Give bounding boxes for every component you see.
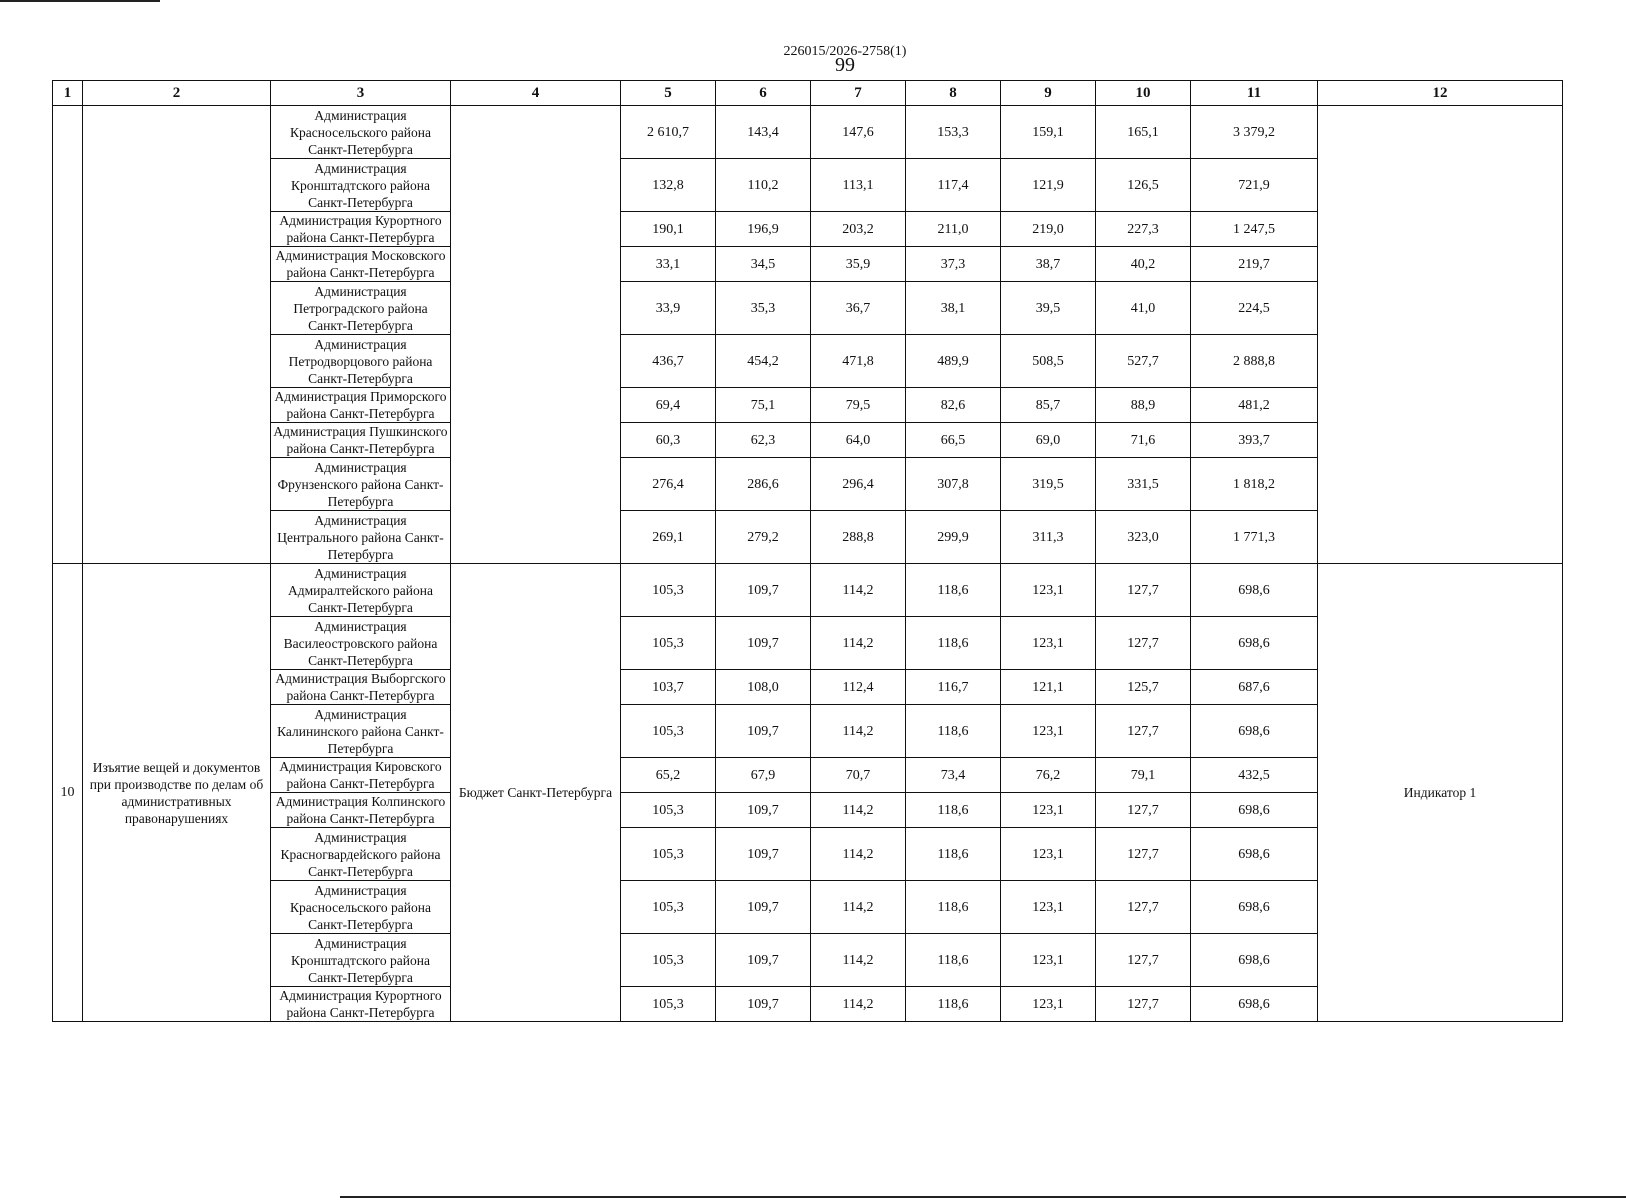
value-cell: 331,5 — [1096, 458, 1191, 511]
value-cell: 35,9 — [811, 247, 906, 282]
value-cell: 118,6 — [906, 793, 1001, 828]
value-cell: 296,4 — [811, 458, 906, 511]
executor-cell: Администрация Василеостровского района Санкт-Петербурга — [271, 617, 451, 670]
executor-cell: Администрация Центрального района Санкт-Петербурга — [271, 511, 451, 564]
value-cell: 454,2 — [716, 335, 811, 388]
value-cell: 286,6 — [716, 458, 811, 511]
value-cell: 105,3 — [621, 934, 716, 987]
value-cell: 143,4 — [716, 106, 811, 159]
value-cell: 153,3 — [906, 106, 1001, 159]
value-cell: 114,2 — [811, 564, 906, 617]
value-cell: 196,9 — [716, 212, 811, 247]
value-cell: 70,7 — [811, 758, 906, 793]
value-cell: 127,7 — [1096, 881, 1191, 934]
value-cell: 1 771,3 — [1191, 511, 1318, 564]
value-cell: 190,1 — [621, 212, 716, 247]
value-cell: 687,6 — [1191, 670, 1318, 705]
value-cell: 110,2 — [716, 159, 811, 212]
value-cell: 698,6 — [1191, 881, 1318, 934]
value-cell: 71,6 — [1096, 423, 1191, 458]
value-cell: 123,1 — [1001, 617, 1096, 670]
value-cell: 69,4 — [621, 388, 716, 423]
executor-cell: Администрация Приморского района Санкт-Петербурга — [271, 388, 451, 423]
value-cell: 436,7 — [621, 335, 716, 388]
value-cell: 33,9 — [621, 282, 716, 335]
value-cell: 279,2 — [716, 511, 811, 564]
value-cell: 159,1 — [1001, 106, 1096, 159]
value-cell: 75,1 — [716, 388, 811, 423]
value-cell: 123,1 — [1001, 705, 1096, 758]
value-cell: 121,1 — [1001, 670, 1096, 705]
value-cell: 3 379,2 — [1191, 106, 1318, 159]
executor-cell: Администрация Калининского района Санкт-Петербурга — [271, 705, 451, 758]
value-cell: 211,0 — [906, 212, 1001, 247]
value-cell: 127,7 — [1096, 934, 1191, 987]
indicator-cell: Индикатор 1 — [1318, 564, 1563, 1022]
column-header: 5 — [621, 81, 716, 106]
column-header: 12 — [1318, 81, 1563, 106]
value-cell: 36,7 — [811, 282, 906, 335]
value-cell: 113,1 — [811, 159, 906, 212]
value-cell: 105,3 — [621, 793, 716, 828]
value-cell: 109,7 — [716, 881, 811, 934]
value-cell: 85,7 — [1001, 388, 1096, 423]
value-cell: 311,3 — [1001, 511, 1096, 564]
value-cell: 109,7 — [716, 793, 811, 828]
value-cell: 67,9 — [716, 758, 811, 793]
value-cell: 127,7 — [1096, 617, 1191, 670]
value-cell: 118,6 — [906, 987, 1001, 1022]
column-header: 10 — [1096, 81, 1191, 106]
value-cell: 1 818,2 — [1191, 458, 1318, 511]
value-cell: 123,1 — [1001, 934, 1096, 987]
executor-cell: Администрация Пушкинского района Санкт-Петербурга — [271, 423, 451, 458]
value-cell: 39,5 — [1001, 282, 1096, 335]
executor-cell: Администрация Курортного района Санкт-Петербурга — [271, 987, 451, 1022]
value-cell: 105,3 — [621, 564, 716, 617]
budget-table — [52, 80, 1563, 1022]
value-cell: 112,4 — [811, 670, 906, 705]
value-cell: 82,6 — [906, 388, 1001, 423]
value-cell: 109,7 — [716, 828, 811, 881]
executor-cell: Администрация Красногвардейского района Санкт-Петербурга — [271, 828, 451, 881]
value-cell: 269,1 — [621, 511, 716, 564]
value-cell: 219,0 — [1001, 212, 1096, 247]
column-header: 11 — [1191, 81, 1318, 106]
value-cell: 105,3 — [621, 705, 716, 758]
value-cell: 1 247,5 — [1191, 212, 1318, 247]
value-cell: 79,5 — [811, 388, 906, 423]
value-cell: 471,8 — [811, 335, 906, 388]
value-cell: 721,9 — [1191, 159, 1318, 212]
column-number-row — [53, 81, 1563, 106]
value-cell: 114,2 — [811, 705, 906, 758]
value-cell: 64,0 — [811, 423, 906, 458]
value-cell: 73,4 — [906, 758, 1001, 793]
executor-cell: Администрация Кронштадтского района Санкт-Петербурга — [271, 934, 451, 987]
value-cell: 224,5 — [1191, 282, 1318, 335]
value-cell: 299,9 — [906, 511, 1001, 564]
value-cell: 118,6 — [906, 881, 1001, 934]
value-cell: 62,3 — [716, 423, 811, 458]
value-cell: 34,5 — [716, 247, 811, 282]
value-cell: 105,3 — [621, 617, 716, 670]
value-cell: 76,2 — [1001, 758, 1096, 793]
executor-cell: Администрация Кронштадтского района Санкт-Петербурга — [271, 159, 451, 212]
value-cell: 35,3 — [716, 282, 811, 335]
value-cell: 127,7 — [1096, 564, 1191, 617]
page-number: 99 — [835, 54, 855, 76]
executor-cell: Администрация Красносельского района Санкт-Петербурга — [271, 881, 451, 934]
value-cell: 123,1 — [1001, 881, 1096, 934]
executor-cell: Администрация Фрунзенского района Санкт-Петербурга — [271, 458, 451, 511]
value-cell: 698,6 — [1191, 934, 1318, 987]
value-cell: 114,2 — [811, 617, 906, 670]
value-cell: 108,0 — [716, 670, 811, 705]
value-cell: 127,7 — [1096, 987, 1191, 1022]
value-cell: 123,1 — [1001, 987, 1096, 1022]
value-cell: 698,6 — [1191, 828, 1318, 881]
value-cell: 105,3 — [621, 828, 716, 881]
value-cell: 38,1 — [906, 282, 1001, 335]
value-cell: 118,6 — [906, 564, 1001, 617]
value-cell: 323,0 — [1096, 511, 1191, 564]
value-cell: 698,6 — [1191, 793, 1318, 828]
executor-cell: Администрация Курортного района Санкт-Петербурга — [271, 212, 451, 247]
value-cell: 432,5 — [1191, 758, 1318, 793]
table-row — [53, 106, 1563, 159]
column-header: 1 — [53, 81, 83, 106]
value-cell: 698,6 — [1191, 987, 1318, 1022]
value-cell: 527,7 — [1096, 335, 1191, 388]
value-cell: 127,7 — [1096, 828, 1191, 881]
value-cell: 2 610,7 — [621, 106, 716, 159]
value-cell: 109,7 — [716, 987, 811, 1022]
value-cell: 276,4 — [621, 458, 716, 511]
value-cell: 117,4 — [906, 159, 1001, 212]
value-cell: 698,6 — [1191, 617, 1318, 670]
value-cell: 114,2 — [811, 881, 906, 934]
value-cell: 319,5 — [1001, 458, 1096, 511]
empty-source-cell — [451, 106, 621, 564]
empty-indicator-cell — [1318, 106, 1563, 564]
document-number: 226015/2026-2758(1) — [783, 44, 907, 59]
empty-num-cell — [53, 106, 83, 564]
empty-name-cell — [83, 106, 271, 564]
executor-cell: Администрация Колпинского района Санкт-Петербурга — [271, 793, 451, 828]
value-cell: 393,7 — [1191, 423, 1318, 458]
value-cell: 2 888,8 — [1191, 335, 1318, 388]
column-header: 3 — [271, 81, 451, 106]
value-cell: 125,7 — [1096, 670, 1191, 705]
value-cell: 109,7 — [716, 617, 811, 670]
value-cell: 79,1 — [1096, 758, 1191, 793]
section-continued — [53, 106, 1563, 564]
value-cell: 203,2 — [811, 212, 906, 247]
value-cell: 698,6 — [1191, 564, 1318, 617]
executor-cell: Администрация Кировского района Санкт-Петербурга — [271, 758, 451, 793]
executor-cell: Администрация Адмиралтейского района Санкт-Петербурга — [271, 564, 451, 617]
value-cell: 227,3 — [1096, 212, 1191, 247]
column-header: 8 — [906, 81, 1001, 106]
value-cell: 114,2 — [811, 987, 906, 1022]
column-header: 9 — [1001, 81, 1096, 106]
value-cell: 132,8 — [621, 159, 716, 212]
executor-cell: Администрация Красносельского района Санкт-Петербурга — [271, 106, 451, 159]
executor-cell: Администрация Петроградского района Санкт-Петербурга — [271, 282, 451, 335]
value-cell: 66,5 — [906, 423, 1001, 458]
item-number: 10 — [53, 564, 83, 1022]
value-cell: 60,3 — [621, 423, 716, 458]
value-cell: 114,2 — [811, 828, 906, 881]
value-cell: 481,2 — [1191, 388, 1318, 423]
scan-edge-line — [0, 0, 160, 2]
value-cell: 105,3 — [621, 881, 716, 934]
value-cell: 118,6 — [906, 617, 1001, 670]
value-cell: 489,9 — [906, 335, 1001, 388]
value-cell: 147,6 — [811, 106, 906, 159]
value-cell: 103,7 — [621, 670, 716, 705]
value-cell: 114,2 — [811, 793, 906, 828]
value-cell: 118,6 — [906, 705, 1001, 758]
item-name: Изъятие вещей и документов при производстве по делам об административных правонарушениях — [83, 564, 271, 1022]
value-cell: 109,7 — [716, 564, 811, 617]
executor-cell: Администрация Выборгского района Санкт-Петербурга — [271, 670, 451, 705]
value-cell: 40,2 — [1096, 247, 1191, 282]
value-cell: 118,6 — [906, 828, 1001, 881]
executor-cell: Администрация Московского района Санкт-Петербурга — [271, 247, 451, 282]
executor-cell: Администрация Петродворцового района Санкт-Петербурга — [271, 335, 451, 388]
value-cell: 116,7 — [906, 670, 1001, 705]
value-cell: 105,3 — [621, 987, 716, 1022]
column-header: 4 — [451, 81, 621, 106]
value-cell: 109,7 — [716, 705, 811, 758]
value-cell: 109,7 — [716, 934, 811, 987]
value-cell: 69,0 — [1001, 423, 1096, 458]
section-item-10 — [53, 564, 1563, 1022]
table-row — [53, 564, 1563, 617]
value-cell: 123,1 — [1001, 564, 1096, 617]
funding-source: Бюджет Санкт-Петербурга — [451, 564, 621, 1022]
value-cell: 41,0 — [1096, 282, 1191, 335]
column-header: 2 — [83, 81, 271, 106]
value-cell: 127,7 — [1096, 793, 1191, 828]
value-cell: 33,1 — [621, 247, 716, 282]
value-cell: 37,3 — [906, 247, 1001, 282]
value-cell: 126,5 — [1096, 159, 1191, 212]
value-cell: 123,1 — [1001, 793, 1096, 828]
value-cell: 219,7 — [1191, 247, 1318, 282]
scan-edge-line — [340, 1196, 1626, 1198]
value-cell: 307,8 — [906, 458, 1001, 511]
value-cell: 123,1 — [1001, 828, 1096, 881]
value-cell: 127,7 — [1096, 705, 1191, 758]
value-cell: 114,2 — [811, 934, 906, 987]
column-header: 7 — [811, 81, 906, 106]
value-cell: 165,1 — [1096, 106, 1191, 159]
value-cell: 288,8 — [811, 511, 906, 564]
value-cell: 38,7 — [1001, 247, 1096, 282]
column-header: 6 — [716, 81, 811, 106]
value-cell: 118,6 — [906, 934, 1001, 987]
value-cell: 698,6 — [1191, 705, 1318, 758]
value-cell: 88,9 — [1096, 388, 1191, 423]
value-cell: 121,9 — [1001, 159, 1096, 212]
value-cell: 65,2 — [621, 758, 716, 793]
value-cell: 508,5 — [1001, 335, 1096, 388]
